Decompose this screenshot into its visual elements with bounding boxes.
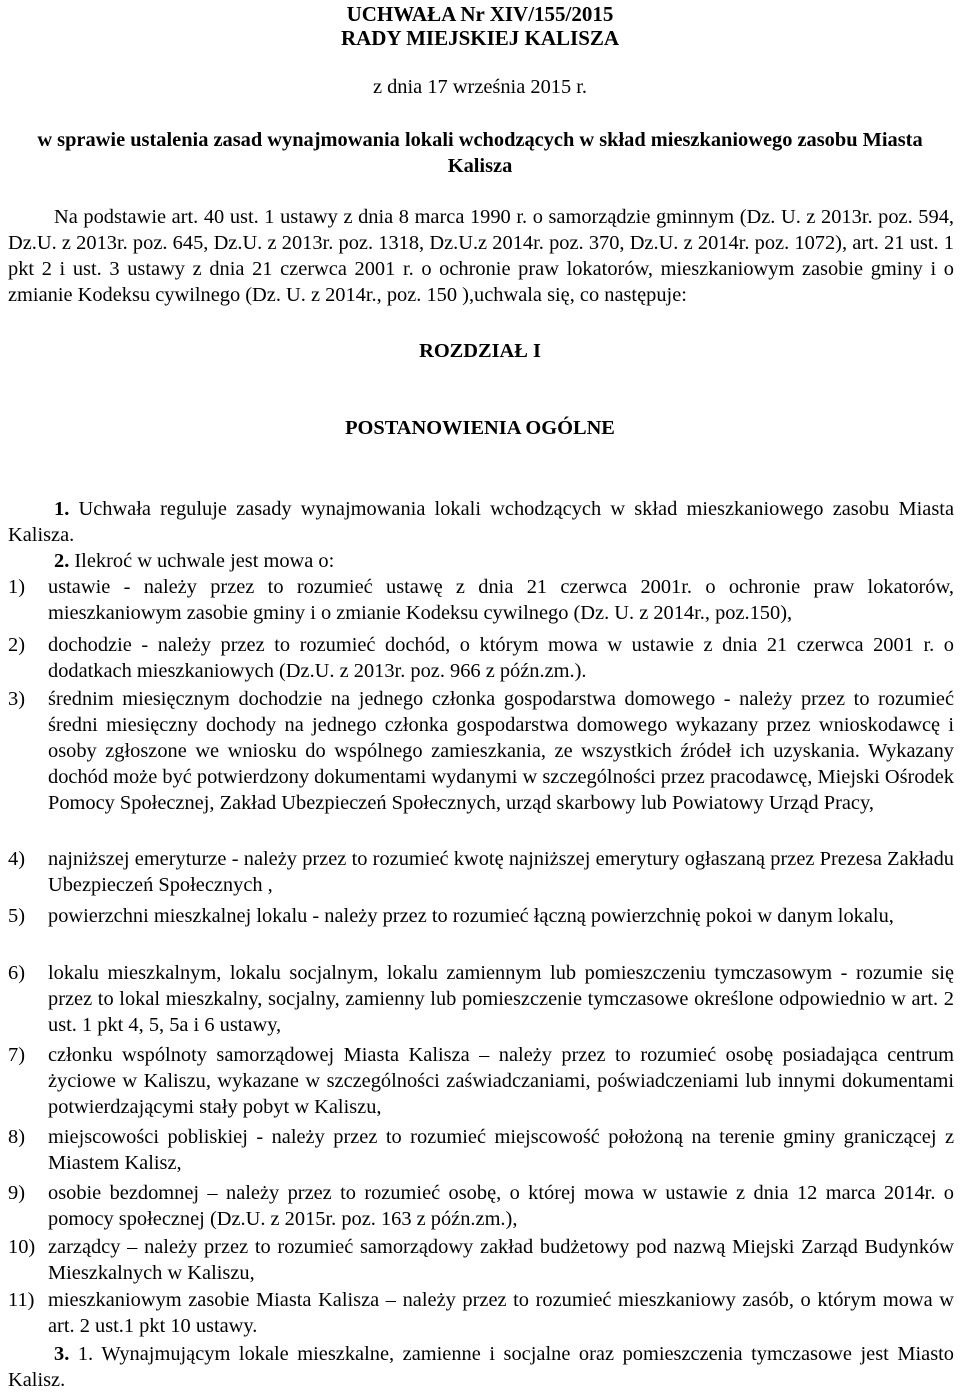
chapter-title: POSTANOWIENIA OGÓLNE [345, 417, 615, 439]
item-number: 7) [8, 1044, 25, 1066]
item-number: 4) [8, 848, 25, 870]
item-text: miejscowości pobliskiej - należy przez to rozumieć miejscowość położoną na terenie gminy graniczącej z Miastem Kalisz, [48, 1126, 954, 1174]
resolution-subject: w sprawie ustalenia zasad wynajmowania lokali wchodzących w skład mieszkaniowego zasobu Miasta Kalisza [37, 129, 923, 177]
item-text: powierzchni mieszkalnej lokalu - należy przez to rozumieć łączną powierzchnię pokoi w danym lokalu, [48, 905, 894, 927]
section-3 [8, 1341, 954, 1393]
item-text: najniższej emeryturze - należy przez to rozumieć kwotę najniższej emerytury ogłaszaną przez Prezesa Zakładu Ubezpieczeń Społecznych , [48, 848, 954, 896]
item-number: 6) [8, 962, 25, 984]
item-number: 1) [8, 576, 25, 598]
resolution-date: z dnia 17 września 2015 r. [372, 76, 588, 98]
section-1-mark: 1. [54, 498, 70, 520]
resolution-title: UCHWAŁA Nr XIV/155/2015 [346, 2, 614, 26]
item-number: 9) [8, 1182, 25, 1204]
section-2 [54, 548, 954, 574]
item-text: osobie bezdomnej – należy przez to rozumieć osobę, o której mowa w ustawie z dnia 12 marca 2014r. o pomocy społecznej (Dz.U. z 2015r. poz. 163 z późn.zm.), [48, 1182, 954, 1230]
item-number: 3) [8, 688, 25, 710]
item-text: średnim miesięcznym dochodzie na jednego członka gospodarstwa domowego - należy przez to rozumieć średni miesięczny dochody na jednego członka gospodarstwa domowego wykazany przez wnioskodawcę i osoby zgłoszone we wniosku do wspólnego zamieszkania, ze wszystkich źródeł ich uzyskania. Wykazany dochód może być potwierdzony dokumentami wydanymi w szczególności przez pracodawcę, Miejski Ośrodek Pomocy Społecznej, Zakład Ubezpieczeń Społecznych, urząd skarbowy lub Powiatowy Urząd Pracy, [48, 688, 954, 814]
item-text: ustawie - należy przez to rozumieć ustawę z dnia 21 czerwca 2001r. o ochronie praw lokatorów, mieszkaniowym zasobie gminy i o zmianie Kodeksu cywilnego (Dz. U. z 2014r., poz.150), [48, 576, 954, 624]
item-number: 5) [8, 905, 25, 927]
item-text: mieszkaniowym zasobie Miasta Kalisza – należy przez to rozumieć mieszkaniowy zasób, o którym mowa w art. 2 ust.1 pkt 10 ustawy. [48, 1289, 954, 1337]
item-text: lokalu mieszkalnym, lokalu socjalnym, lokalu zamiennym lub pomieszczeniu tymczasowym - rozumie się przez to lokal mieszkalny, socjalny, zamienny lub pomieszczenie tymczasowe określone odpowiednio w art. 2 ust. 1 pkt 4, 5, 5a i 6 ustawy, [48, 962, 954, 1036]
item-number: 10) [8, 1236, 36, 1258]
item-text: zarządcy – należy przez to rozumieć samorządowy zakład budżetowy pod nazwą Miejski Zarząd Budynków Mieszkalnych w Kaliszu, [48, 1236, 954, 1284]
item-text: członku wspólnoty samorządowej Miasta Kalisza – należy przez to rozumieć osobę posiadająca centrum życiowe w Kaliszu, wykazane w szczególności zaświadczaniami, poświadczeniami lub innymi dokumentami potwierdzającymi stały pobyt w Kaliszu, [48, 1044, 954, 1118]
item-text: dochodzie - należy przez to rozumieć dochód, o którym mowa w ustawie z dnia 21 czerwca 2001 r. o dodatkach mieszkaniowych (Dz.U. z 2013r. poz. 966 z późn.zm.). [48, 634, 954, 682]
section-3-mark: 3. [54, 1343, 70, 1365]
item-number: 11) [8, 1289, 35, 1311]
section-2-text: Ilekroć w uchwale jest mowa o: [69, 550, 335, 572]
item-number: 8) [8, 1126, 25, 1148]
item-number: 2) [8, 634, 25, 656]
section-3-text: 1. Wynajmującym lokale mieszkalne, zamienne i socjalne oraz pomieszczenia tymczasowe jest Miasto Kalisz. [8, 1343, 954, 1391]
section-1 [8, 496, 954, 548]
chapter-number: ROZDZIAŁ I [419, 340, 541, 362]
section-2-mark: 2. [54, 550, 70, 572]
section-1-text: Uchwała reguluje zasady wynajmowania lokali wchodzących w skład mieszkaniowego zasobu Miasta Kalisza. [8, 498, 954, 546]
council-name: RADY MIEJSKIEJ KALISZA [340, 26, 620, 50]
legal-basis: Na podstawie art. 40 ust. 1 ustawy z dnia 8 marca 1990 r. o samorządzie gminnym (Dz. U. z 2013r. poz. 594, Dz.U. z 2013r. poz. 645, Dz.U. z 2013r. poz. 1318, Dz.U.z 2014r. poz. 370, Dz.U. z 2014r. poz. 1072), art. 21 ust. 1 pkt 2 i ust. 3 ustawy z dnia 21 czerwca 2001 r. o ochronie praw lokatorów, mieszkaniowym zasobie gminy i o zmianie Kodeksu cywilnego (Dz. U. z 2014r., poz. 150 ),uchwala się, co następuje: [8, 206, 954, 306]
